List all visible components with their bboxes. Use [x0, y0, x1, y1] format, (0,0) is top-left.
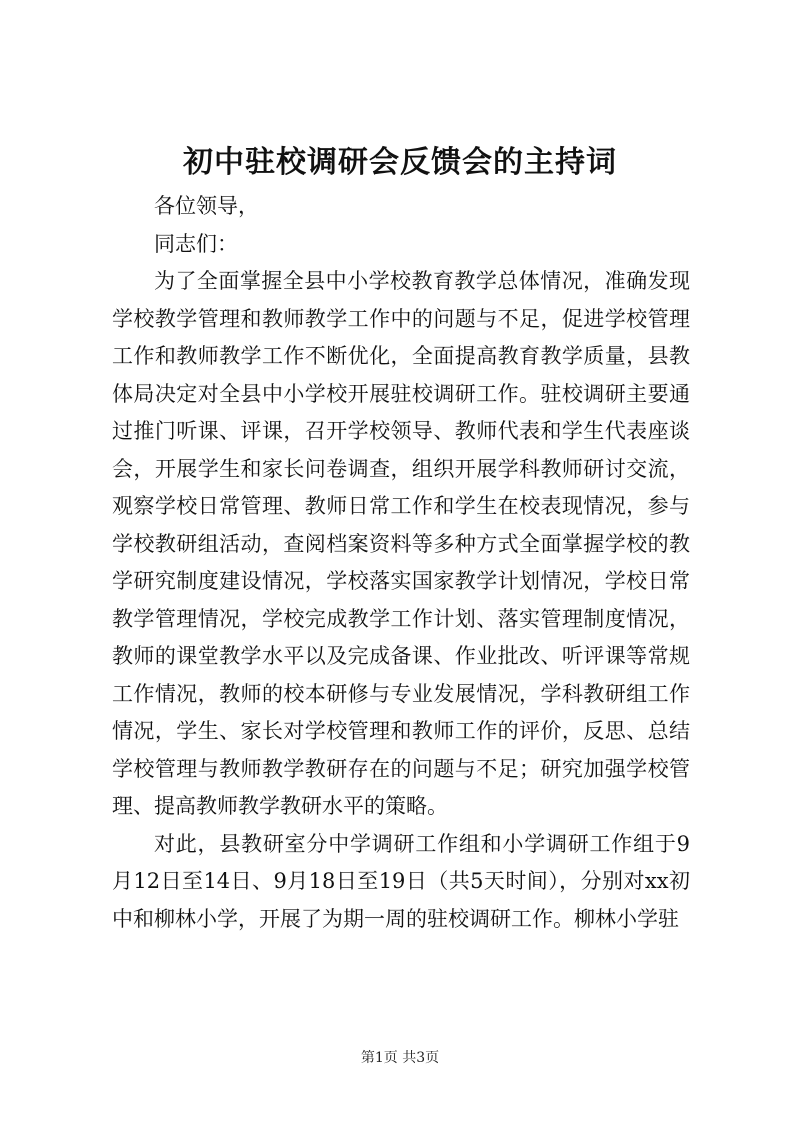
- document-body: [112, 188, 690, 938]
- body-paragraph: 对此，县教研室分中学调研工作组和小学调研工作组于9月12日至14日、9月18日至19日（共5天时间），分别对xx初中和柳林小学，开展了为期一周的驻校调研工作。柳林小学驻: [112, 831, 690, 931]
- salutation-leaders: 各位领导，: [154, 194, 259, 218]
- page-footer: 第1页 共3页: [360, 1050, 440, 1066]
- salutation-comrades: 同志们：: [154, 231, 238, 256]
- document-title: 初中驻校调研会反馈会的主持词: [183, 145, 617, 180]
- body-paragraph: 为了全面掌握全县中小学校教育教学总体情况，准确发现学校教学管理和教师教学工作中的问题与不足，促进学校管理工作和教师教学工作不断优化，全面提高教育教学质量，县教体局决定对全县中小学校开展驻校调研工作。驻校调研主要通过推门听课、评课，召开学校领导、教师代表和学生代表座谈会，开展学生和家长问卷调查，组织开展学科教师研讨交流，观察学校日常管理、教师日常工作和学生在校表现情况，参与学校教研组活动，查阅档案资料等多种方式全面掌握学校的教学研究制度建设情况，学校落实国家教学计划情况，学校日常教学管理情况，学校完成教学工作计划、落实管理制度情况，教师的课堂教学水平以及完成备课、作业批改、听评课等常规工作情况，教师的校本研修与专业发展情况，学科教研组工作情况，学生、家长对学校管理和教师工作的评价，反思、总结学校管理与教师教学教研存在的问题与不足；研究加强学校管理、提高教师教学教研水平的策略。: [112, 269, 690, 818]
